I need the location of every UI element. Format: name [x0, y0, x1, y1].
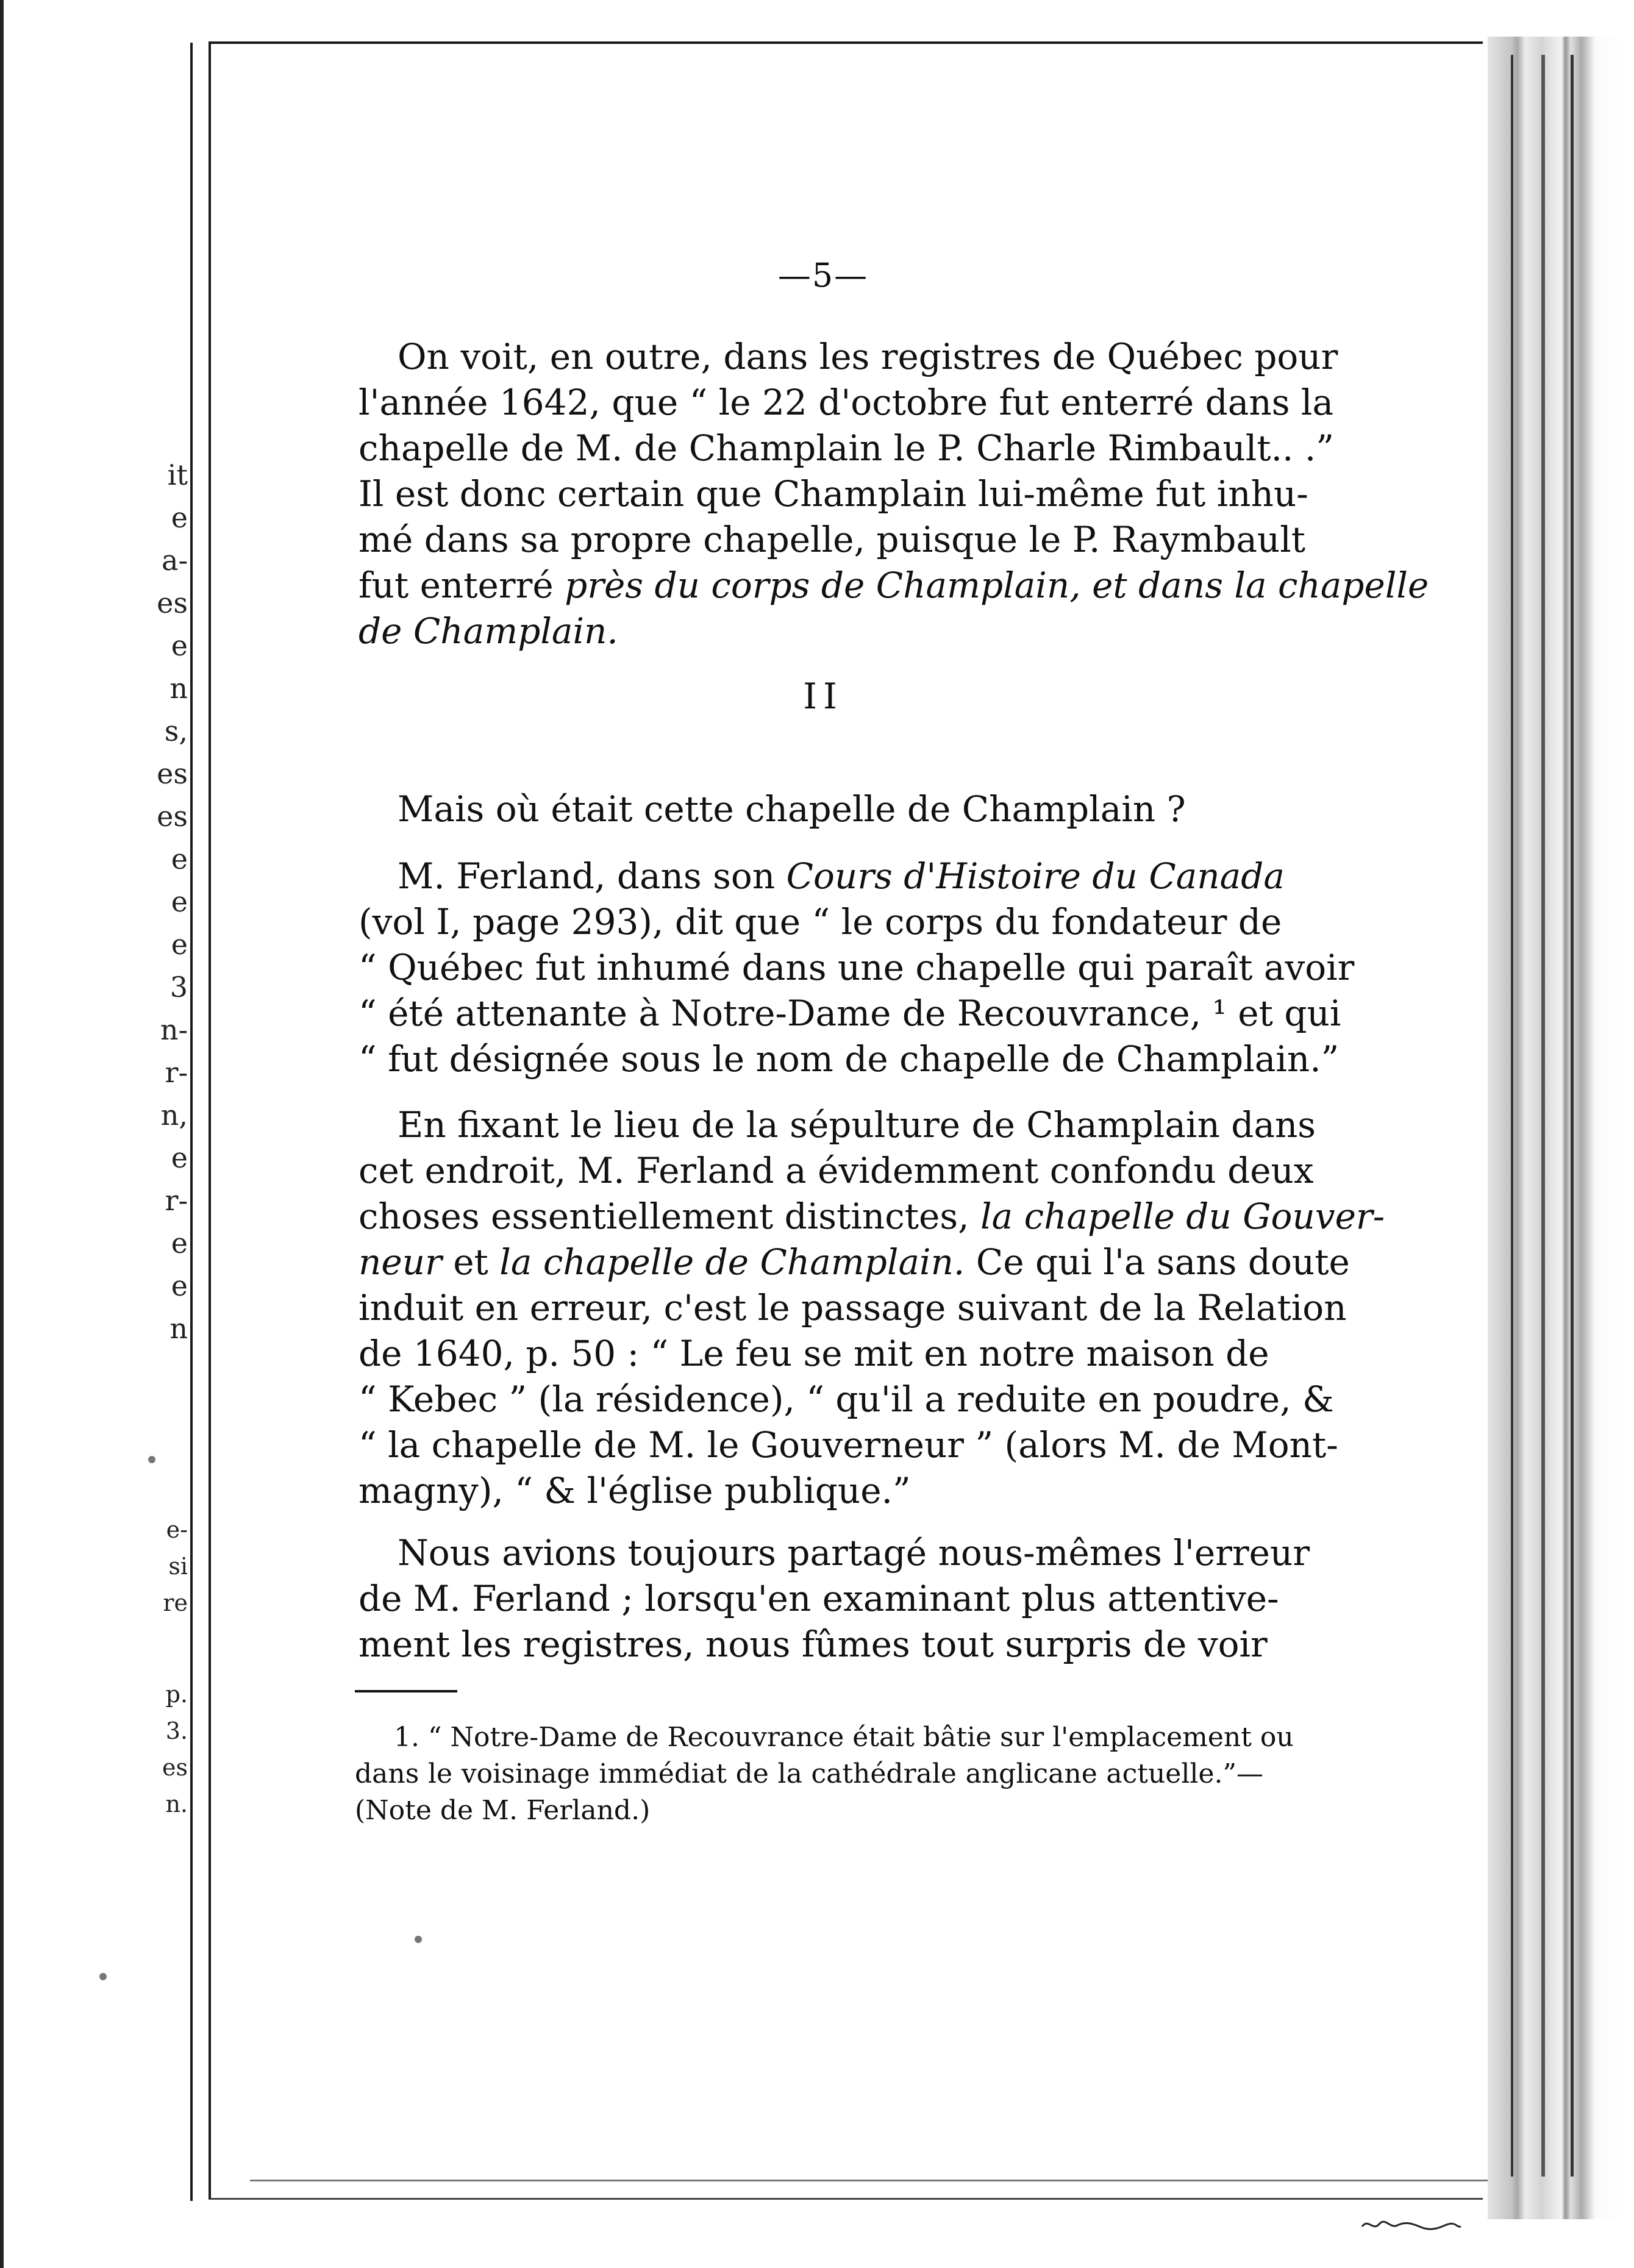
footnote-line: 1. “ Notre-Dame de Recouvrance était bâtie sur l'emplacement ou [394, 1722, 1294, 1753]
left-fragment: e [171, 845, 188, 873]
left-fragment: re [163, 1589, 188, 1616]
book-edge-line [1541, 55, 1545, 2177]
left-fragment: e [171, 504, 188, 532]
text-fragment: fut enterré [359, 565, 554, 606]
text-line [359, 854, 1285, 899]
italic-text: la chapelle de Champlain. [499, 1241, 965, 1283]
section-heading: II [803, 676, 843, 717]
left-fragment: n- [160, 1016, 188, 1044]
left-fragment: 3. [165, 1717, 188, 1744]
paragraph-2 [359, 786, 1262, 832]
text-line: Mais où était cette chapelle de Champlain ? [398, 788, 1186, 830]
text-line: induit en erreur, c'est le passage suivant de la Relation [359, 1287, 1347, 1328]
left-fragment: p. [165, 1681, 188, 1708]
left-page-edge [190, 43, 193, 2201]
left-fragment: es [157, 589, 188, 617]
footnote [355, 1719, 1294, 1829]
text-line: On voit, en outre, dans les registres de Québec pour [398, 336, 1338, 377]
text-line: cet endroit, M. Ferland a évidemment confondu deux [359, 1150, 1314, 1191]
left-fragment: e [171, 632, 188, 660]
left-fragment: n. [165, 1791, 188, 1817]
text-line [359, 608, 1262, 654]
page-number: —5— [777, 256, 869, 294]
text-line [359, 1239, 1350, 1285]
text-line [359, 563, 1429, 608]
text-line: chapelle de M. de Champlain le P. Charle Rimbault.. .” [359, 427, 1335, 469]
text-line: “ été attenante à Notre-Dame de Recouvrance, ¹ et qui [359, 993, 1341, 1034]
italic-text: neur [359, 1241, 442, 1283]
italic-text: de Champlain. [359, 610, 618, 652]
text-line: de M. Ferland ; lorsqu'en examinant plus attentive- [359, 1578, 1279, 1619]
left-fragment: n [169, 1314, 188, 1343]
left-fragment: r- [165, 1186, 188, 1214]
left-fragment: n [169, 674, 188, 702]
left-fragment: si [168, 1553, 188, 1580]
text-fragment: M. Ferland, dans son [398, 855, 776, 897]
footnote-line: dans le voisinage immédiat de la cathédrale anglicane actuelle.”— [355, 1758, 1263, 1789]
text-fragment: Ce qui l'a sans doute [976, 1241, 1350, 1283]
ink-speck [99, 1973, 107, 1980]
left-fragment: n, [160, 1101, 188, 1129]
text-fragment: choses essentiellement distinctes, [359, 1196, 969, 1237]
paragraph-4 [359, 1102, 1385, 1514]
left-fragment: es [157, 802, 188, 830]
text-line: mé dans sa propre chapelle, puisque le P. Raymbault [359, 519, 1306, 560]
left-fragment: it [167, 461, 188, 489]
left-fragment: r- [165, 1058, 188, 1086]
text-line: Nous avions toujours partagé nous-mêmes l'erreur [398, 1532, 1310, 1574]
italic-text: près du corps de Champlain, et dans la chapelle [565, 565, 1429, 606]
italic-text: la chapelle du Gouver- [980, 1196, 1385, 1237]
text-line: magny), “ & l'église publique.” [359, 1470, 911, 1511]
text-line: Il est donc certain que Champlain lui-même fut inhu- [359, 473, 1308, 515]
left-fragment: e- [166, 1516, 188, 1543]
book-edge-line [1511, 55, 1513, 2177]
text-line: “ fut désignée sous le nom de chapelle de Champlain.” [359, 1038, 1340, 1080]
text-line: “ la chapelle de M. le Gouverneur ” (alors M. de Mont- [359, 1424, 1338, 1466]
left-fragment: 3 [169, 973, 188, 1001]
text-line: “ Québec fut inhumé dans une chapelle qui paraît avoir [359, 947, 1355, 988]
left-fragment: es [162, 1754, 188, 1781]
book-edge-shadow [1488, 37, 1622, 2219]
ink-speck [148, 1456, 155, 1463]
ink-speck [415, 1936, 422, 1943]
book-edge-line [1571, 55, 1574, 2177]
text-line: (vol I, page 293), dit que “ le corps du fondateur de [359, 901, 1282, 943]
text-line: de 1640, p. 50 : “ Le feu se mit en notre maison de [359, 1333, 1269, 1374]
text-line: ment les registres, nous fûmes tout surpris de voir [359, 1624, 1268, 1665]
text-fragment: et [453, 1241, 488, 1283]
footnote-rule [355, 1690, 457, 1692]
page-bottom-edge [250, 2180, 1488, 2181]
left-fragment: es [157, 760, 188, 788]
paragraph-5 [359, 1530, 1310, 1667]
left-fragment: e [171, 888, 188, 916]
scan-left-edge [0, 0, 4, 2268]
footnote-line: (Note de M. Ferland.) [355, 1795, 651, 1826]
left-fragment: a- [162, 546, 188, 574]
text-line: En fixant le lieu de la sépulture de Champlain dans [398, 1104, 1316, 1146]
text-line [359, 1194, 1385, 1239]
paragraph-3 [359, 854, 1355, 1082]
left-fragment: e [171, 1272, 188, 1300]
text-line: l'année 1642, que “ le 22 d'octobre fut enterré dans la [359, 382, 1334, 423]
left-fragment: e [171, 1144, 188, 1172]
paragraph-1 [359, 334, 1429, 654]
italic-text: Cours d'Histoire du Canada [786, 855, 1285, 897]
text-line: “ Kebec ” (la résidence), “ qu'il a reduite en poudre, & [359, 1378, 1334, 1420]
left-fragment: e [171, 1229, 188, 1257]
handwritten-mark [1360, 2213, 1463, 2238]
left-fragment: e [171, 930, 188, 958]
left-fragment: s, [164, 717, 188, 745]
